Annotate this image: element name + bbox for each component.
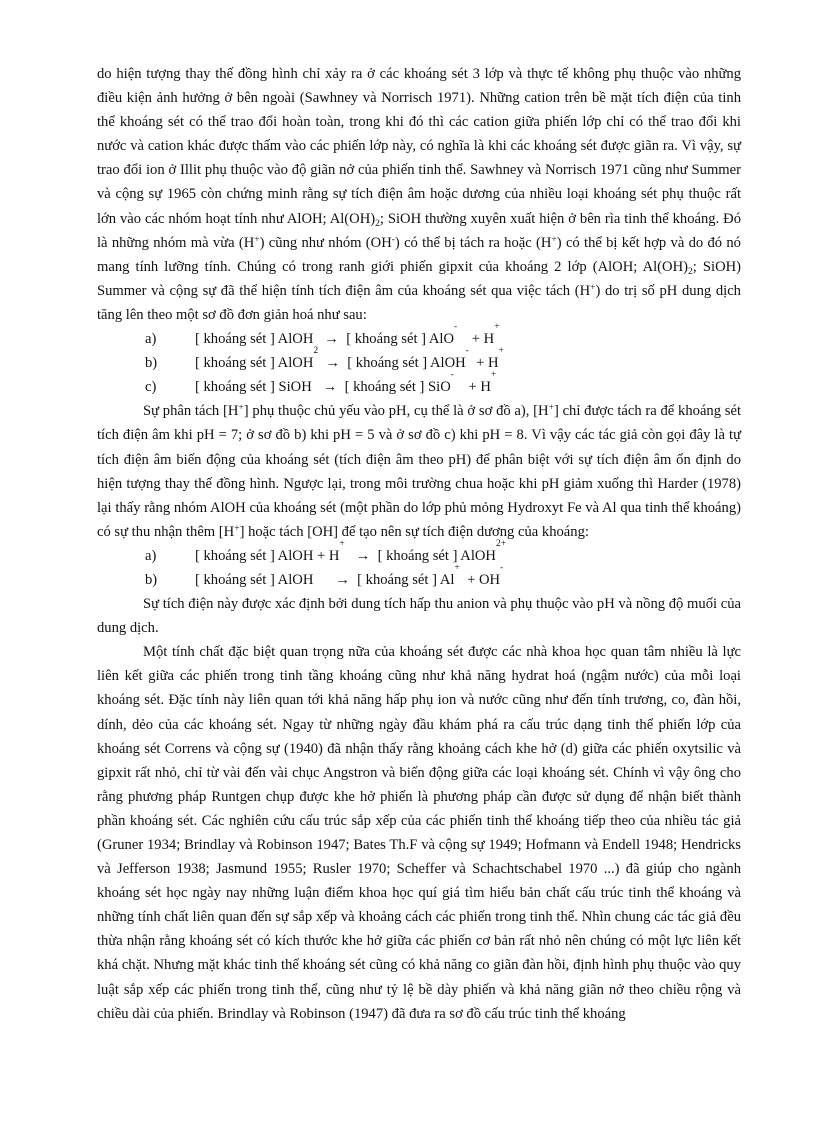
equation-b: b) [ khoáng sét ] AlOH 2 → [ khoáng sét ] AlOH - + H + (145, 346, 504, 372)
paragraph-2: Sự phân tách [H+] phụ thuộc chủ yếu vào pH, cụ thể là ở sơ đồ a), [H+] chỉ được tách ra để khoáng sét tích điện âm khi pH = 7; ở sơ đồ b) khi pH = 5 và ở sơ đồ c) khi pH = 8. Vì vậy các tác giả còn gọi đây là tự tích điện âm biến động của khoáng sét (tích điện âm theo pH) để phân biệt với sự tích điện âm ổn định do hiện tượng thay thế đồng hình. Ngược lại, trong môi trường chua hoặc khi pH giảm xuống thì Harder (1978) lại thấy rằng nhóm AlOH của khoáng sét (một phần do lớp phủ mỏng Hydroxyt Fe và Al qua tinh thể khoáng) có sự thu nhận thêm [H+] hoặc tách [OH] để tạo nên sự tích điện dương của khoáng: (97, 403, 741, 540)
paragraph-3: Sự tích điện này được xác định bởi dung tích hấp thu anion và phụ thuộc vào pH và nồng độ muối của dung dịch. (97, 596, 741, 637)
document-page (97, 62, 741, 1026)
equation-2a: a) [ khoáng sét ] AlOH + H + → [ khoáng sét ] AlOH 2 + (145, 538, 507, 564)
paragraph-1: do hiện tượng thay thế đồng hình chỉ xảy ra ở các khoáng sét 3 lớp và thực tế không phụ thuộc vào những điều kiện ảnh hưởng ở bên ngoài (Sawhney và Norrisch 1971). Những cation trên bề mặt tích điện của tinh thể khoáng sét có thể trao đổi hoàn toàn, trong khi đó thì các cation giữa phiến lớp chỉ có thể trao đổi khi nước và cation khác được thấm vào các phiến lớp này, có nghĩa là khi các khoáng sét được giãn ra. Vì vậy, sự trao đổi ion ở Illit phụ thuộc vào độ giãn nở của phiến tinh thể. Sawhney và Norrisch 1971 cũng như Summer và cộng sự 1965 còn chứng minh rằng sự tích điện âm hoặc dương của nhiều loại khoáng sét phụ thuộc rất lớn vào các nhóm hoạt tính như AlOH; $Al(OH)_2$; SiOH thường xuyên xuất hiện ở bên rìa tinh thể khoáng. Đó là những nhóm mà vừa (H+) cũng như nhóm (OH-) có thể bị tách ra hoặc (H+) có thể bị kết hợp và do đó nó mang tính lưỡng tính. Chúng có trong ranh giới phiến gipxit của khoáng 2 lớp (AlOH; $Al(OH)_2$; SiOH) Summer và cộng sự đã thể hiện tính tích điện âm của khoáng sét qua việc tách (H+) do trị số pH dung dịch tăng lên theo một sơ đồ đơn giản hoá như sau: (97, 66, 742, 323)
paragraph-4: Một tính chất đặc biệt quan trọng nữa của khoáng sét được các nhà khoa học quan tâm nhiều là lực liên kết giữa các phiến trong tinh tầng khoáng cũng như khả năng hydrat hoá (ngậm nước) của mỗi loại khoáng sét. Đặc tính này liên quan tới khả năng hấp phụ ion và nước cũng như đến tính trương, co, đàn hồi, dính, dẻo của các khoáng sét. Ngay từ những ngày đầu khám phá ra cấu trúc dạng tinh thể phiến lớp của khoáng sét Correns và cộng sự (1940) đã nhận thấy rằng khoảng cách khe hở (d) giữa các phiến oxytsilic và gipxit rất nhỏ, chỉ từ vài đến vài chục Angstron và biến động giữa các loại khoáng sét. Chính vì vậy ông cho rằng phương pháp Runtgen chụp được khe hở phiến là phương pháp cần được sử dụng để nhận biết thành phần khoáng sét. Các nghiên cứu cấu trúc sắp xếp của các phiến tinh thể khoáng tiếp theo của nhiều tác giả (Gruner 1934; Brindlay và Robinson 1947; Bates Th.F và cộng sự 1949; Hofmann và Endell 1948; Hendricks và Jefferson 1938; Jasmund 1955; Rusler 1970; Scheffer và Schachtschabel 1970 ...) đã giúp cho ngành khoáng sét học ngày nay những luận điểm khoa học quí giá tìm hiểu bản chất cấu trúc tinh thể khoáng và những tính chất liên quan đến sự sắp xếp và khoảng cách các phiến trong tinh thể. Nhìn chung các tác giả đều thừa nhận rằng khoáng sét có kích thước khe hở giữa các phiến cơ bản rất nhỏ nên chúng có một lực liên kết khá chặt. Nhưng mặt khác tinh thể khoáng sét cũng có khả năng co giãn đàn hồi, định hình phụ thuộc vào quy luật sắp xếp các phiến trong tinh thể, cũng như tỷ lệ bề dày phiến và khả năng giãn nở theo chiều rộng và chiều dài của phiến. Brindlay và Robinson (1947) đã đưa ra sơ đồ cấu trúc tinh thể khoáng (97, 644, 741, 1022)
equation-a: a) [ khoáng sét ] AlOH → [ khoáng sét ] AlO - + H + (145, 322, 500, 348)
equation-2b: b) [ khoáng sét ] AlOH → [ khoáng sét ] Al + + OH - (145, 562, 504, 588)
equation-c: c) [ khoáng sét ] SiOH → [ khoáng sét ] SiO - + H + (145, 370, 497, 396)
